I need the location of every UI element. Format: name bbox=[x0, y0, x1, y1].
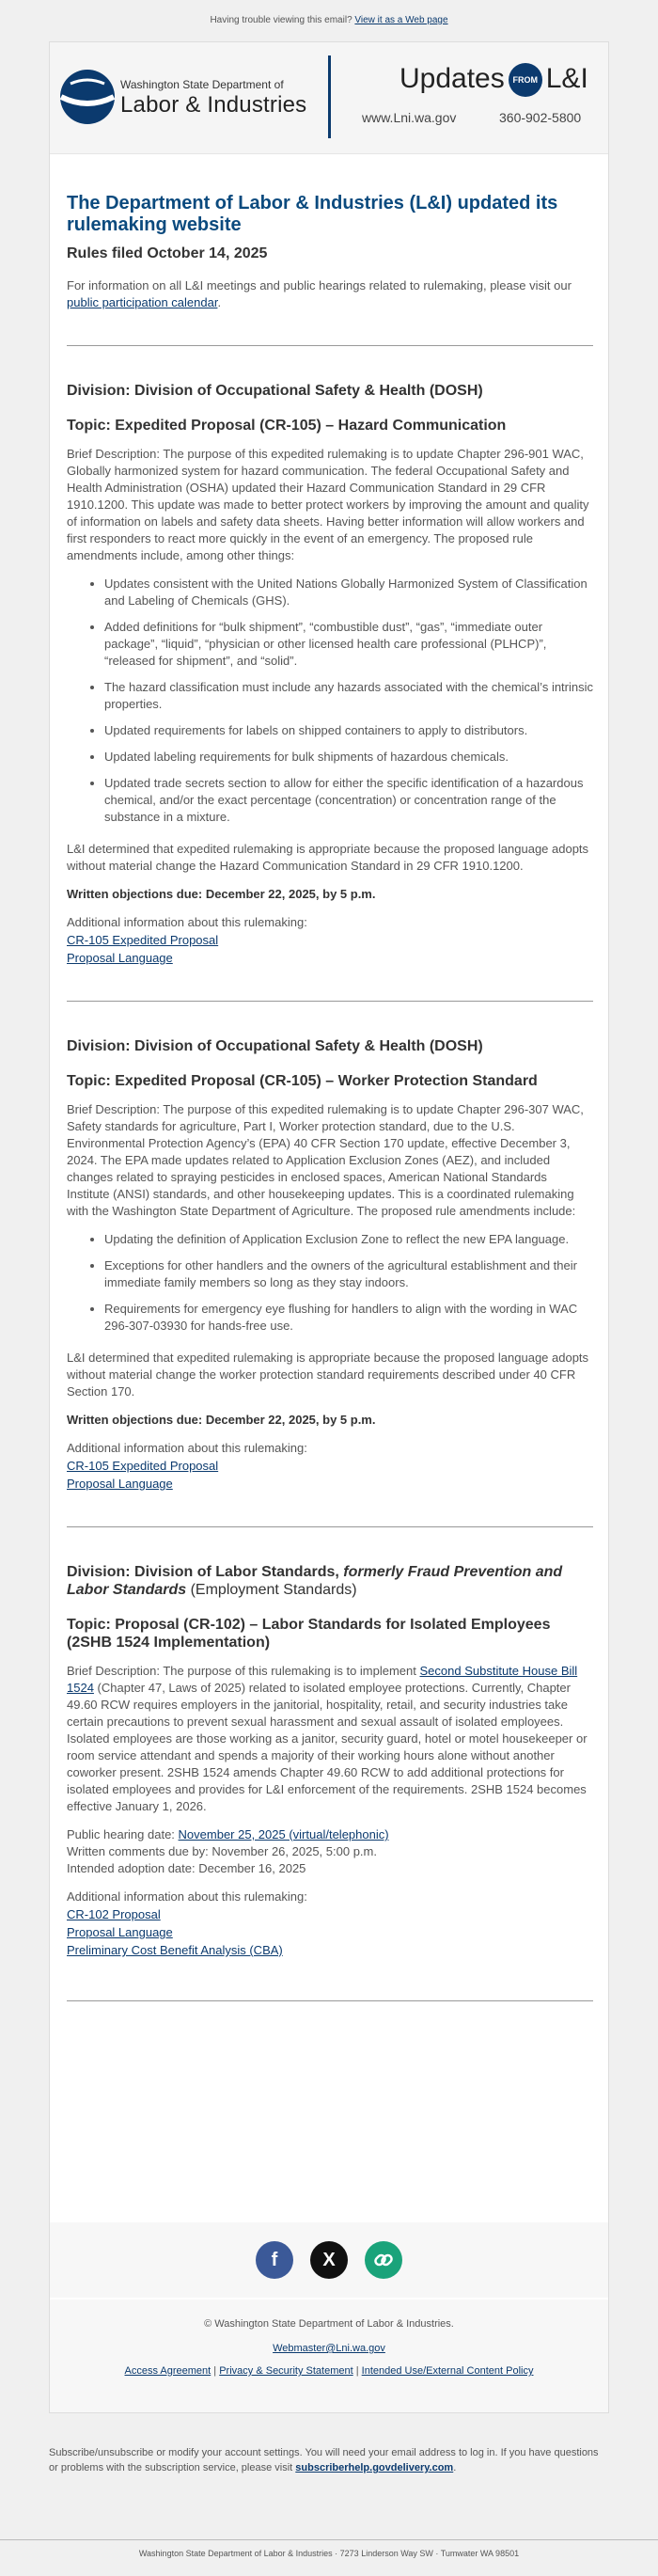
page-title: The Department of Labor & Industries (L&I) updated its rulemaking website bbox=[67, 193, 558, 235]
proposal-language-link[interactable]: Proposal Language bbox=[67, 1925, 173, 1939]
topic-heading: Topic: Expedited Proposal (CR-105) – Hazard Communication bbox=[67, 418, 507, 434]
website-text: www.Lni.wa.gov bbox=[362, 110, 457, 125]
webmaster-email-link[interactable]: Webmaster@Lni.wa.gov bbox=[273, 2343, 385, 2354]
chain-link-icon bbox=[365, 2241, 402, 2279]
rules-filed: Rules filed October 14, 2025 bbox=[67, 245, 268, 261]
social-bar bbox=[50, 2222, 608, 2298]
proposal-language-link[interactable]: Proposal Language bbox=[67, 951, 173, 965]
logo-title: Labor & Industries bbox=[120, 92, 307, 118]
proposal-language-link[interactable]: Proposal Language bbox=[67, 1477, 173, 1491]
division-heading: Division: Division of Occupational Safety & Health (DOSH) bbox=[67, 383, 483, 399]
brief-text: Brief Description: The purpose of this rulemaking is to implement bbox=[67, 1664, 416, 1678]
brief-description: Brief Description: The purpose of this expedited rulemaking is to update Chapter 296-307 WAC, Safety standards for agriculture, Part I, Worker protection standard, due to the U.S. Environmental Protection Agency’s (EPA) 40 CFR Section 170 update, effective December 3, 2024. The EPA made updates related to Application Exclusion Zones (AEZ), and included changes related to spraying pesticides in enclosed spaces, American National Standards Institute (ANSI) standards, and other housekeeping updates. This is a coordinated rulemaking with the Washington State Department of Agriculture. The proposed rule amendments include: bbox=[67, 1102, 584, 1218]
updates-from-li bbox=[400, 63, 588, 97]
section-divider bbox=[67, 1001, 593, 1002]
cr105-proposal-link[interactable]: CR-105 Expedited Proposal bbox=[67, 1459, 219, 1473]
topic-heading: Topic: Proposal (CR-102) – Labor Standards for Isolated Employees (2SHB 1524 Implementation) bbox=[67, 1617, 551, 1651]
section-divider bbox=[67, 345, 593, 346]
cba-link[interactable]: Preliminary Cost Benefit Analysis (CBA) bbox=[67, 1943, 283, 1957]
list-item: • Updated trade secrets section to allow for either the specific identification of a hazardous chemical, and/or the exact percentage (concentration) or concentration range of the substance in a mixture. bbox=[104, 775, 593, 826]
additional-info-label: Additional information about this rulemaking: bbox=[67, 1441, 307, 1455]
view-as-webpage-link[interactable]: View it as a Web page bbox=[354, 15, 448, 25]
footer-divider bbox=[0, 2539, 658, 2540]
link-icon[interactable] bbox=[365, 2241, 402, 2279]
content-policy-link[interactable]: Intended Use/External Content Policy bbox=[361, 2365, 534, 2377]
brief-text-continued: (Chapter 47, Laws of 2025) related to isolated employee protections. Currently, Chapter 49.60 RCW requires employers in the janitorial, hospitality, retail, and security industries take certain precautions to prevent sexual harassment and sexual assault of isolated employees. Isolated employees are those working as a janitor, security guard, hotel or motel housekeeper or room service attendant and spends a majority of their working hours alone without another coworker present. 2SHB 1524 amends Chapter 49.60 RCW to add additional protections for isolated employees and provides for L&I enforcement of the requirements. 2SHB 1524 becomes effective January 1, 2026. bbox=[67, 1681, 588, 1813]
privacy-link[interactable]: Privacy & Security Statement bbox=[219, 2365, 353, 2377]
adoption-date: Intended adoption date: December 16, 2025 bbox=[67, 1861, 306, 1875]
amendments-list bbox=[67, 576, 593, 826]
brief-description: Brief Description: The purpose of this expedited rulemaking is to update Chapter 296-901 WAC, Globally harmonized system for hazard communication. The federal Occupational Safety and Health Administration (OSHA) updated their Hazard Communication Standard in 29 CFR 1910.1200. This update was made to better protect workers by improving the amount and quality of information on labels and safety data sheets. Having better information will allow workers and first responders to react more quickly in the event of an emergency. The proposed rule amendments include, among other things: bbox=[67, 447, 589, 562]
division-former-name: formerly Fraud Prevention and Labor Standards bbox=[67, 1564, 563, 1598]
additional-info-label: Additional information about this rulemaking: bbox=[67, 1889, 307, 1904]
intro-paragraph bbox=[67, 277, 593, 311]
list-item: • Requirements for emergency eye flushing for handlers to align with the wording in WAC 296-307-03930 for hands-free use. bbox=[104, 1301, 593, 1335]
topic-heading: Topic: Expedited Proposal (CR-105) – Worker Protection Standard bbox=[67, 1073, 538, 1089]
objections-due: Written objections due: December 22, 2025, by 5 p.m. bbox=[67, 1413, 376, 1427]
determination-text: L&I determined that expedited rulemaking is appropriate because the proposed language adopts without material change the worker protection standard requirements described under 40 CFR Section 170. bbox=[67, 1351, 589, 1399]
view-web-note bbox=[0, 0, 658, 41]
trouble-text: Having trouble viewing this email? bbox=[210, 15, 352, 25]
amendments-list bbox=[67, 1231, 593, 1335]
header-divider bbox=[328, 55, 331, 138]
division-suffix: (Employment Standards) bbox=[190, 1582, 357, 1598]
email-footer bbox=[50, 2299, 608, 2412]
subscribe-note bbox=[49, 2445, 609, 2475]
list-item: • Updated requirements for labels on shipped containers to apply to distributors. bbox=[104, 722, 593, 739]
list-item: • Exceptions for other handlers and the owners of the agricultural establishment and their immediate family members so long as they stay indoors. bbox=[104, 1257, 593, 1291]
mailing-address: Washington State Department of Labor & Industries · 7273 Linderson Way SW · Tumwater WA 98501 bbox=[138, 2549, 520, 2558]
additional-info-label: Additional information about this rulemaking: bbox=[67, 915, 307, 929]
lni-logo-icon bbox=[59, 69, 116, 125]
section-divider bbox=[67, 1526, 593, 1527]
division-text: Division: Division of Labor Standards, bbox=[67, 1564, 339, 1580]
copyright-text: © Washington State Department of Labor & Industries. bbox=[204, 2318, 454, 2330]
phone-text: 360-902-5800 bbox=[499, 110, 582, 125]
access-agreement-link[interactable]: Access Agreement bbox=[124, 2365, 212, 2377]
brief-description bbox=[67, 1663, 593, 1815]
cr102-proposal-link[interactable]: CR-102 Proposal bbox=[67, 1907, 161, 1921]
comments-due: Written comments due by: November 26, 2025, 5:00 p.m. bbox=[67, 1844, 377, 1858]
subscribe-text: Subscribe/unsubscribe or modify your account settings. You will need your email address to log in. If you have questions or problems with the subscription service, please visit bbox=[49, 2447, 599, 2473]
objections-due: Written objections due: December 22, 2025, by 5 p.m. bbox=[67, 887, 376, 901]
public-participation-link[interactable]: public participation calendar bbox=[67, 295, 218, 309]
division-heading bbox=[67, 1563, 593, 1599]
list-item: • Updates consistent with the United Nations Globally Harmonized System of Classification and Labeling of Chemicals (GHS). bbox=[104, 576, 593, 609]
subscribe-text-end: . bbox=[453, 2462, 457, 2473]
intro-text: For information on all L&I meetings and public hearings related to rulemaking, please visit our bbox=[67, 278, 572, 292]
email-card bbox=[49, 41, 609, 2413]
separator: | bbox=[355, 2365, 359, 2377]
determination-text: L&I determined that expedited rulemaking is appropriate because the proposed language adopts without material change the Hazard Communication Standard in 29 CFR 1910.1200. bbox=[67, 842, 589, 873]
house-bill-link[interactable]: Second Substitute House Bill 1524 bbox=[67, 1664, 578, 1695]
x-icon[interactable]: X bbox=[310, 2241, 348, 2279]
list-item: • Updating the definition of Application Exclusion Zone to reflect the new EPA language. bbox=[104, 1231, 593, 1248]
separator: | bbox=[213, 2365, 217, 2377]
list-item: • The hazard classification must include any hazards associated with the chemical’s intrinsic properties. bbox=[104, 679, 593, 713]
subscriber-help-link[interactable]: subscriberhelp.govdelivery.com bbox=[295, 2462, 454, 2473]
section-divider bbox=[67, 2000, 593, 2001]
division-heading: Division: Division of Occupational Safety & Health (DOSH) bbox=[67, 1038, 483, 1054]
hearing-date bbox=[67, 1826, 593, 1843]
cr105-proposal-link[interactable]: CR-105 Expedited Proposal bbox=[67, 933, 219, 947]
updates-word: Updates bbox=[400, 63, 505, 94]
facebook-icon[interactable]: f bbox=[256, 2241, 293, 2279]
list-item: • Updated labeling requirements for bulk shipments of hazardous chemicals. bbox=[104, 749, 593, 766]
hearing-label: Public hearing date: bbox=[67, 1827, 175, 1841]
intro-text-end: . bbox=[217, 295, 222, 309]
li-word: L&I bbox=[545, 63, 588, 94]
email-content bbox=[67, 174, 593, 2037]
list-item: • Added definitions for “bulk shipment”, “combustible dust”, “gas”, “immediate outer package”, “liquid”, “physician or other licensed health care professional (PLHCP)”, “released for shipment”, and “solid”. bbox=[104, 619, 593, 670]
logo-subtitle: Washington State Department of bbox=[120, 78, 284, 91]
email-header bbox=[50, 42, 608, 154]
hearing-link[interactable]: November 25, 2025 (virtual/telephonic) bbox=[178, 1827, 389, 1841]
from-badge: FROM bbox=[509, 63, 542, 97]
